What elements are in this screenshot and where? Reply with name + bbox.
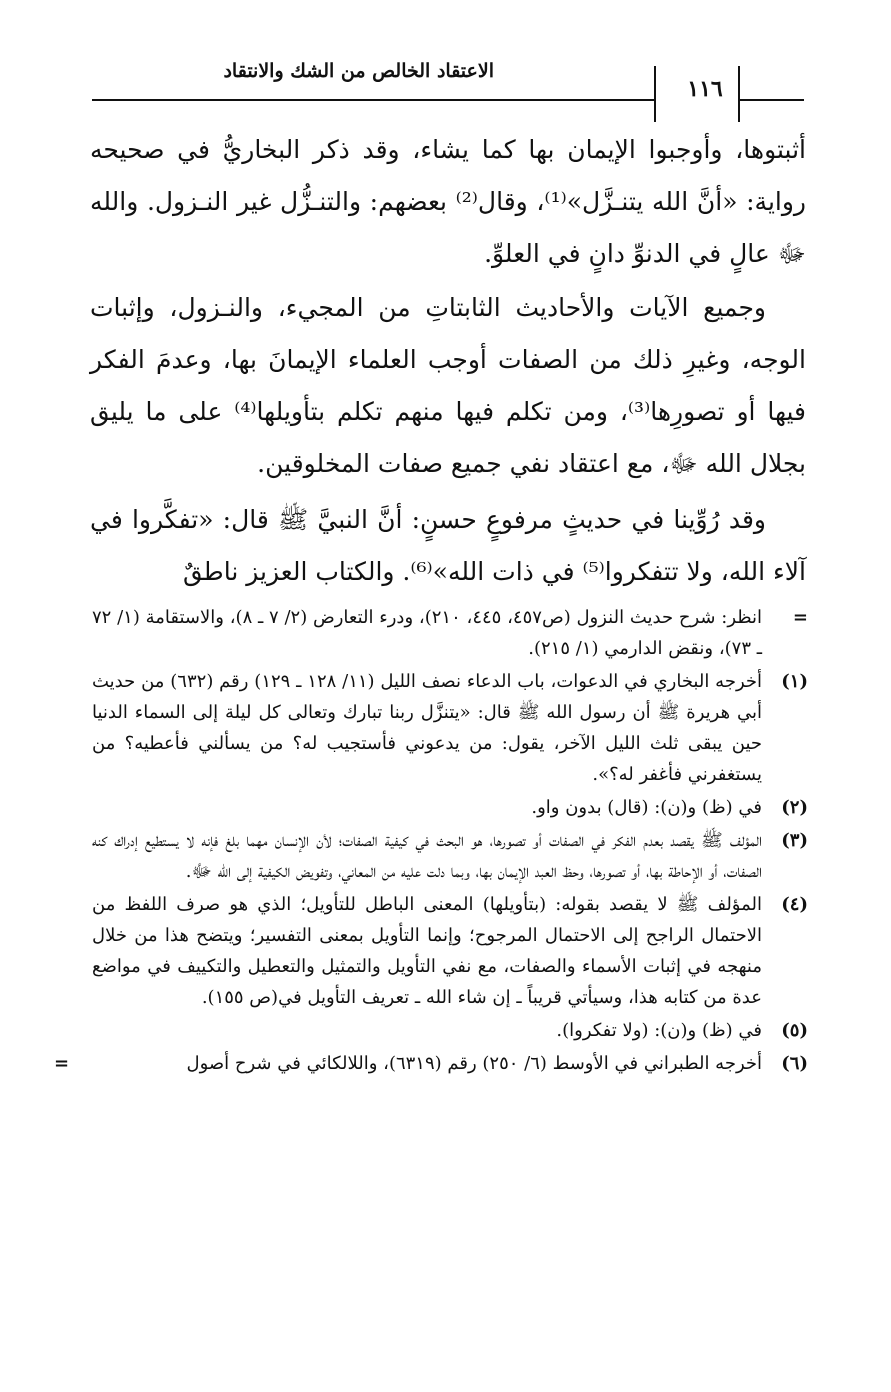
footnote-mark: (١) bbox=[781, 671, 808, 692]
footnote-1 bbox=[92, 666, 808, 790]
footnote-continued bbox=[92, 602, 808, 664]
footnote-text: أخرجه البخاري في الدعوات، باب الدعاء نصف الليل (١١/ ١٢٨ ـ ١٢٩) رقم (٦٣٢) من حديث أبي هريرة ﷺ أن رسول الله ﷺ قال: «يتنزَّل ربنا تبارك وتعالى كل ليلة إلى السماء الدنيا حين يبقى ثلث الليل الآخر، يقول: من يدعوني فأستجيب له؟ من يسألني فأعطيه؟ من يستغفرني فأغفر له؟». bbox=[92, 671, 763, 785]
footnote-3 bbox=[92, 825, 808, 887]
footnote-mark: (٤) bbox=[781, 894, 808, 915]
paragraph-2: وجميع الآيات والأحاديث الثابتاتِ من المجيء، والنـزول، وإثبات الوجه، وغيرِ ذلك من الصفات أوجب العلماء الإيمانَ بها، وعدمَ الفكر فيها أو تصورِها⁽³⁾، ومن تكلم فيها منهم تكلم بتأويلها⁽⁴⁾ على ما يليق بجلال الله ﷻ، مع اعتقاد نفي جميع صفات المخلوقين. bbox=[90, 293, 806, 478]
footnote-4 bbox=[92, 889, 808, 1013]
footnotes bbox=[54, 602, 808, 1081]
footnote-text: المؤلف ﷺ لا يقصد بقوله: (بتأويلها) المعنى الباطل للتأويل؛ الذي هو صرف اللفظ من الاحتمال الراجح إلى الاحتمال المرجوح؛ وإنما التأويل بمعنى التفسير؛ ويتضح هذا من خلال منهجه في إثبات الأسماء والصفات، مع نفي التأويل والتمثيل والتعطيل والتكييف في مواضع عدة من كتابه هذا، وسيأتي قريباً ـ إن شاء الله ـ تعريف التأويل في(ص ١٥٥). bbox=[92, 894, 762, 1008]
main-text bbox=[90, 124, 806, 598]
page-number-frame-left bbox=[654, 66, 656, 122]
footnote-mark: (٦) bbox=[781, 1053, 808, 1074]
header-rule bbox=[92, 99, 654, 101]
header-rule-right bbox=[738, 99, 804, 101]
footnote-text: في (ظ) و(ن): (ولا تفكروا). bbox=[556, 1020, 762, 1041]
paragraph-1: أثبتوها، وأوجبوا الإيمان بها كما يشاء، وقد ذكر البخاريُّ في صحيحه رواية: «أنَّ الله يتنـزَّل»⁽¹⁾، وقال⁽²⁾ بعضهم: والتنـزُّل غير النـزول. والله ﷻ عالٍ في الدنوِّ دانٍ في العلوِّ. bbox=[90, 135, 806, 268]
page-number-frame-right bbox=[738, 66, 740, 122]
footnote-2 bbox=[92, 792, 808, 823]
paragraph-3: وقد رُوِّينا في حديثٍ مرفوعٍ حسنٍ: أنَّ النبيَّ ﷺ قال: «تفكَّروا في آلاء الله، ولا تتفكروا⁽⁵⁾ في ذات الله»⁽⁶⁾. والكتاب العزيز ناطقٌ bbox=[90, 505, 806, 586]
footnote-5 bbox=[92, 1015, 808, 1046]
footnote-mark: (٣) bbox=[781, 830, 808, 851]
continuation-mark: = bbox=[54, 1053, 70, 1074]
footnote-mark: = bbox=[792, 607, 808, 628]
footnote-mark: (٥) bbox=[781, 1020, 808, 1041]
footnote-6 bbox=[54, 1048, 808, 1079]
footnote-text: أخرجه الطبراني في الأوسط (٦/ ٢٥٠) رقم (٦٣١٩)، واللالكائي في شرح أصول bbox=[186, 1053, 762, 1074]
book-title: الاعتقاد الخالص من الشك والانتقاد bbox=[223, 60, 494, 82]
footnote-mark: (٢) bbox=[781, 797, 808, 818]
footnote-text: المؤلف ﷺ يقصد بعدم الفكر في الصفات أو تصورها، هو البحث في كيفية الصفات؛ لأن الإنسان مهما بلغ فإنه لا يستطيع إدراك كنه الصفات، أو الإحاطة بها، أو تصورها، وحظ العبد الإيمان بها، وبما دلت عليه من المعاني، وتفويض الكيفية إلى الله ﷻ. bbox=[92, 830, 762, 882]
footnote-text: انظر: شرح حديث النزول (ص٤٥٧، ٤٤٥، ٢١٠)، ودرء التعارض (٢/ ٧ ـ ٨)، والاستقامة (١/ ٧٢ ـ ٧٣)، ونقض الدارمي (١/ ٢١٥). bbox=[92, 607, 763, 659]
running-header bbox=[92, 52, 804, 122]
footnote-text: في (ظ) و(ن): (قال) بدون واو. bbox=[531, 797, 762, 818]
page-number: ١١٦ bbox=[687, 76, 723, 102]
